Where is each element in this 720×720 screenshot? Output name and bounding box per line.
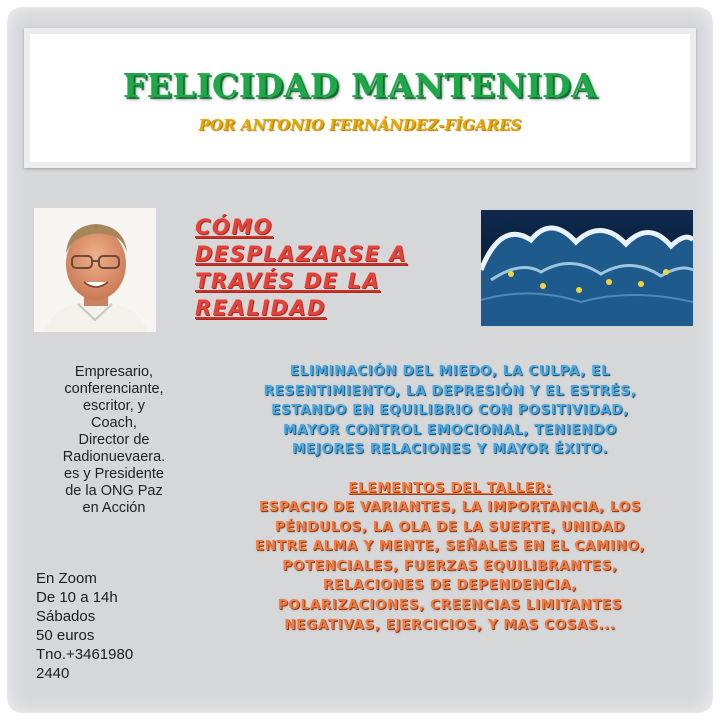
heading-line: TRAVÉS DE LA — [195, 269, 381, 293]
taller-line: POLARIZACIONES, CREENCIAS LIMITANTES — [277, 596, 623, 613]
taller-line: POTENCIALES, FUERZAS EQUILIBRANTES, — [282, 557, 618, 574]
speaker-photo — [34, 208, 156, 332]
taller-line: NEGATIVAS, EJERCICIOS, Y MAS COSAS... — [284, 616, 616, 633]
poster-subtitle: POR ANTONIO FERNÁNDEZ-FÍGARES — [198, 116, 522, 134]
heading-line: DESPLAZARSE A — [195, 242, 408, 266]
speaker-portrait-image — [34, 208, 156, 332]
benefits-text — [204, 362, 696, 460]
bio-line: es y Presidente — [64, 466, 164, 482]
surf-wave-photo — [481, 210, 693, 326]
bio-line: Radionuevaera. — [62, 449, 166, 465]
benefits-line: MAYOR CONTROL EMOCIONAL, TENIENDO — [283, 421, 617, 438]
speaker-bio — [30, 364, 198, 517]
event-line: Sábados — [36, 608, 96, 625]
title-box — [24, 28, 696, 168]
benefits-line: ESTANDO EN EQUILIBRIO CON POSITIVIDAD, — [271, 402, 629, 418]
taller-line: RELACIONES DE DEPENDENCIA, — [322, 577, 578, 594]
bio-line: conferenciante, — [64, 381, 164, 397]
workshop-heading — [195, 214, 455, 322]
benefits-line: RESENTIMIENTO, LA DEPRESIÓN Y EL ESTRÉS, — [263, 382, 637, 399]
bio-line: Empresario, — [74, 364, 154, 380]
benefits-line: MEJORES RELACIONES Y MAYOR ÉXITO. — [291, 441, 609, 457]
event-line: 2440 — [36, 665, 70, 682]
event-details — [36, 569, 196, 683]
benefits-line: ELIMINACIÓN DEL MIEDO, LA CULPA, EL — [289, 363, 611, 379]
taller-elements — [204, 498, 696, 635]
event-line: 50 euros — [36, 627, 95, 644]
taller-heading: ELEMENTOS DEL TALLER: — [348, 480, 552, 496]
surf-wave-image — [481, 210, 693, 326]
bio-line: Coach, — [91, 415, 137, 431]
event-line: De 10 a 14h — [36, 589, 118, 606]
event-line: Tno.+3461980 — [36, 646, 134, 663]
bio-line: Director de — [78, 432, 150, 448]
poster-title: FELICIDAD MANTENIDA — [122, 66, 598, 105]
bio-line: de la ONG Paz — [65, 483, 163, 499]
heading-line: REALIDAD — [195, 296, 327, 320]
taller-line: ESPACIO DE VARIANTES, LA IMPORTANCIA, LOS — [258, 499, 642, 515]
bio-line: escritor, y — [82, 398, 146, 414]
heading-line: CÓMO — [195, 215, 274, 239]
event-line: En Zoom — [36, 570, 97, 587]
taller-line: PÉNDULOS, LA OLA DE LA SUERTE, UNIDAD — [275, 518, 625, 535]
bio-line: en Acción — [82, 500, 146, 516]
taller-line: ENTRE ALMA Y MENTE, SEÑALES EN EL CAMINO, — [254, 538, 646, 555]
